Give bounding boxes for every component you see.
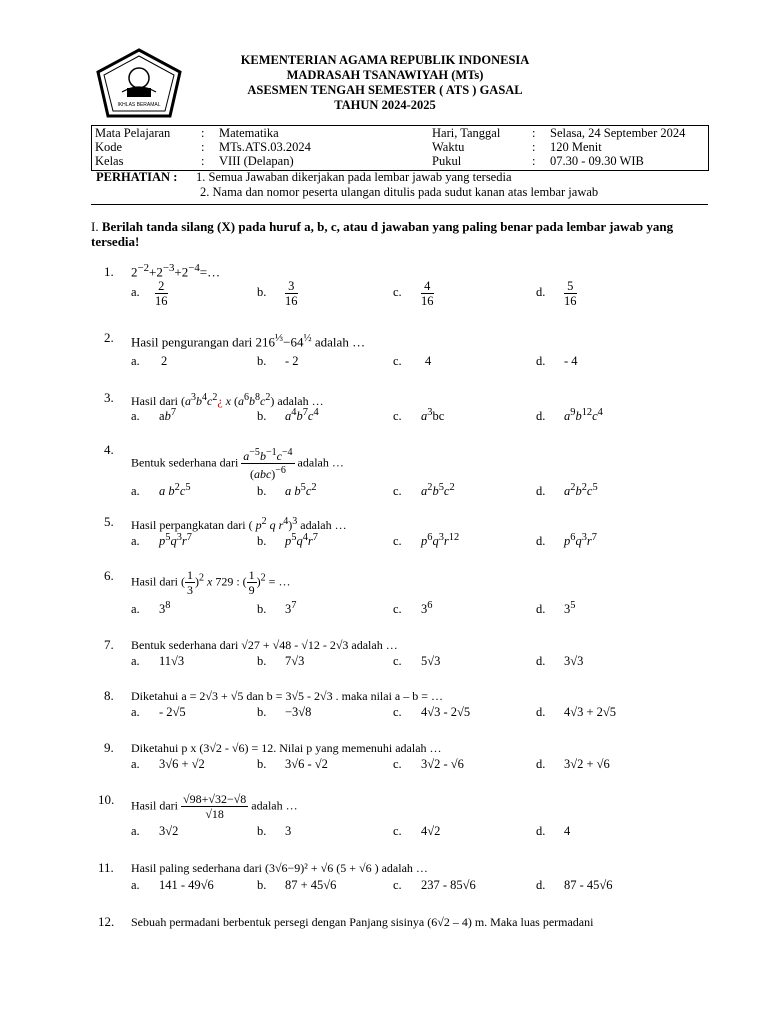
option-d[interactable]: d. $a^2b^2c^5$: [536, 482, 598, 499]
option-d[interactable]: d. $3^5$: [536, 600, 576, 617]
option-c[interactable]: c. 4: [393, 354, 432, 368]
value-hari: Selasa, 24 September 2024: [550, 126, 686, 140]
question-number: 10.: [98, 792, 115, 807]
option-c[interactable]: c. 4√2: [393, 824, 441, 838]
option-b[interactable]: b. $p^5q^4r^7$: [257, 532, 318, 549]
label-kelas: Kelas: [95, 154, 124, 168]
option-b[interactable]: b. - 2: [257, 354, 299, 368]
option-d[interactable]: d. 4: [536, 824, 571, 838]
question-stem: Sebuah permadani berbentuk persegi dengan Panjang sisinya (6√2 – 4) m. Maka luas permadani: [131, 915, 594, 929]
option-a[interactable]: a. 141 - 49√6: [131, 878, 214, 892]
option-c[interactable]: c. $3^6$: [393, 600, 433, 617]
option-c[interactable]: c. 237 - 85√6: [393, 878, 476, 892]
label-waktu: Waktu: [432, 140, 465, 154]
option-a[interactable]: a. $p^5q^3r^7$: [131, 532, 192, 549]
attention-label: PERHATIAN :: [96, 170, 178, 184]
question-number: 5.: [104, 514, 114, 529]
option-b[interactable]: b. $\frac{3}{16}$: [257, 279, 298, 308]
question-stem: Hasil dari $\frac{√98+√32-√8}{√18}$ adalah …: [131, 792, 298, 821]
question-number: 2.: [104, 330, 114, 345]
section-text: Berilah tanda silang (X) pada huruf a, b, c, atau d jawaban yang paling benar pada lembar jawab yang tersedia!: [91, 219, 674, 249]
question-number: 3.: [104, 390, 114, 405]
value-waktu: 120 Menit: [550, 140, 602, 154]
question-number: 1.: [104, 264, 114, 279]
header-school: MADRASAH TSANAWIYAH (MTs): [286, 68, 484, 82]
header-block: [190, 53, 580, 113]
option-d[interactable]: d. 3√3: [536, 654, 584, 668]
option-d[interactable]: d. - 4: [536, 354, 578, 368]
option-b[interactable]: b. 7√3: [257, 654, 305, 668]
question-stem: Hasil dari ( $\frac{1}{3}$ )$^2$ x 729 : ( $\frac{1}{9}$ )$^2$ = …: [131, 568, 291, 597]
option-d[interactable]: d. $p^6q^3r^7$: [536, 532, 597, 549]
option-a[interactable]: a. 3√2: [131, 824, 179, 838]
question-number: 12.: [98, 914, 115, 929]
option-a[interactable]: a. 11√3: [131, 654, 185, 668]
option-b[interactable]: b. 3√6 - √2: [257, 757, 328, 771]
question-number: 4.: [104, 442, 114, 457]
option-b[interactable]: b. $a^4b^7c^4$: [257, 407, 319, 424]
value-kelas: VIII (Delapan): [219, 154, 294, 168]
option-b[interactable]: b. $3^7$: [257, 600, 297, 617]
option-a[interactable]: a. a $b^2c^5$: [131, 482, 191, 499]
option-d[interactable]: d. 4√3 + 2√5: [536, 705, 617, 719]
option-a[interactable]: a. 2: [131, 354, 168, 368]
value-mapel: Matematika: [219, 126, 279, 140]
option-d[interactable]: d. $\frac{5}{16}$: [536, 279, 577, 308]
option-c[interactable]: c. $p^6q^3r^{12}$: [393, 532, 460, 549]
exam-info-table: Mata Pelajaran : Matematika Hari, Tanggal : Selasa, 24 September 2024 Kode : MTs.ATS.03.2024 Waktu : 120 Menit Kelas : VIII (Delapan) Pukul : 07.30 - 09.30 WIB: [91, 126, 708, 168]
option-d[interactable]: d. $a^9b^{12}c^4$: [536, 407, 603, 424]
option-a[interactable]: a. 3√6 + √2: [131, 757, 205, 771]
value-pukul: 07.30 - 09.30 WIB: [550, 154, 644, 168]
question-number: 11.: [98, 860, 114, 875]
option-b[interactable]: b. a $b^5c^2$: [257, 482, 317, 499]
header-exam: ASESMEN TENGAH SEMESTER ( ATS ) GASAL: [247, 83, 523, 97]
question-stem: Diketahui a = 2√3 + √5 dan b = 3√5 - 2√3 . maka nilai a – b = …: [131, 689, 444, 703]
option-b[interactable]: b. −3√8: [257, 705, 312, 719]
option-c[interactable]: c. 4√3 - 2√5: [393, 705, 471, 719]
value-kode: MTs.ATS.03.2024: [219, 140, 311, 154]
option-c[interactable]: c. $a^3bc$: [393, 407, 445, 424]
label-pukul: Pukul: [432, 154, 462, 168]
attention-item-2: 2. Nama dan nomor peserta ulangan ditulis pada sudut kanan atas lembar jawab: [200, 184, 599, 199]
option-c[interactable]: c. $a^2b^5c^2$: [393, 482, 455, 499]
svg-text:IKHLAS BERAMAL: IKHLAS BERAMAL: [117, 102, 161, 108]
option-c[interactable]: c. $\frac{4}{16}$: [393, 279, 434, 308]
question-stem: $2^{-2}+2^{-3}+2^{-4}=\dots$: [131, 262, 221, 280]
header-year: TAHUN 2024-2025: [334, 98, 436, 112]
option-a[interactable]: a. $\frac{2}{16}$: [131, 279, 168, 308]
label-mapel: Mata Pelajaran: [95, 126, 171, 140]
option-b[interactable]: b. 3: [257, 824, 292, 838]
option-d[interactable]: d. 87 - 45√6: [536, 878, 613, 892]
attention-item-1: 1. Semua Jawaban dikerjakan pada lembar jawab yang tersedia: [196, 170, 512, 184]
option-c[interactable]: c. 5√3: [393, 654, 441, 668]
option-c[interactable]: c. 3√2 - √6: [393, 757, 464, 771]
ministry-logo: [94, 48, 184, 120]
question-number: 8.: [104, 688, 114, 703]
question-stem: Hasil paling sederhana dari (3√6−9)² + √6 (5 + √6 ) adalah …: [131, 861, 428, 875]
question-stem: Hasil perpangkatan dari ( $p^2$ q $r^4)^3$ adalah …: [131, 516, 347, 532]
label-hari: Hari, Tanggal: [432, 126, 501, 140]
section-instruction: [91, 219, 691, 249]
option-a[interactable]: a. $ab^7$: [131, 407, 177, 424]
label-kode: Kode: [95, 140, 123, 154]
question-stem: Hasil pengurangan dari $216^{\frac{1}{3}}-64^{\frac{1}{2}}$ adalah …: [131, 332, 366, 350]
question-number: 6.: [104, 568, 114, 583]
divider: [91, 204, 708, 205]
question-stem: Bentuk sederhana dari $\frac{a^{-5}b^{-1}c^{-4}}{(abc)^{-6}}$ adalah …: [131, 447, 344, 481]
question-number: 9.: [104, 740, 114, 755]
option-a[interactable]: a. $3^8$: [131, 600, 171, 617]
attention-block: [96, 170, 598, 199]
header-ministry: KEMENTERIAN AGAMA REPUBLIK INDONESIA: [240, 53, 530, 67]
question-number: 7.: [104, 637, 114, 652]
option-a[interactable]: a. - 2√5: [131, 705, 186, 719]
option-b[interactable]: b. 87 + 45√6: [257, 878, 337, 892]
option-d[interactable]: d. 3√2 + √6: [536, 757, 610, 771]
question-stem: Diketahui p x (3√2 - √6) = 12. Nilai p yang memenuhi adalah …: [131, 741, 442, 755]
section-roman: I.: [91, 219, 99, 234]
question-stem: Hasil dari ($a^3b^4c^2¿$ x $(a^6b^8c^2)$ adalah …: [131, 392, 324, 408]
question-stem: Bentuk sederhana dari √27 + √48 - √12 - 2√3 adalah …: [131, 638, 398, 652]
